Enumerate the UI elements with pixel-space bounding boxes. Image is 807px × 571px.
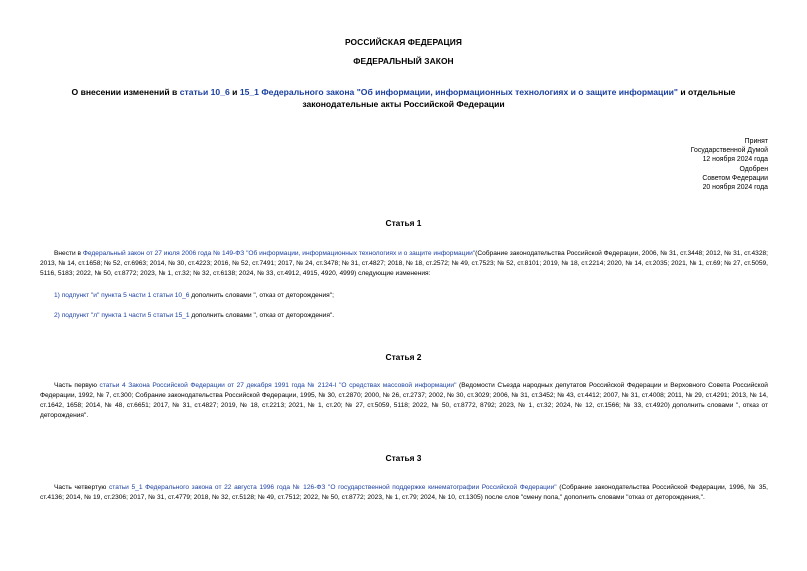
title-mid: и (229, 87, 240, 97)
country-heading: РОССИЙСКАЯ ФЕДЕРАЦИЯ (344, 37, 463, 47)
title-suffix: и отдельные законодательные акты Российской Федерации (302, 87, 736, 109)
adoption-line-4: Одобрен (739, 165, 768, 173)
article-1-item-2-link[interactable]: 2) подпункт "л" пункта 1 части 5 статьи 15_1 (54, 312, 190, 319)
adoption-line-6: 20 ноября 2024 года (702, 184, 768, 192)
article-2-law-link[interactable]: статьи 4 Закона Российской Федерации от 27 декабря 1991 года № 2124-I "О средствах массовой информации" (99, 382, 457, 389)
article-1-item-1-text: дополнить словами ", отказ от деторождения"; (189, 292, 334, 299)
adoption-line-3: 12 ноября 2024 года (702, 156, 768, 164)
article-1-item-2 (54, 311, 768, 321)
title-prefix: О внесении изменений в (71, 87, 180, 97)
adoption-line-1: Принят (744, 138, 768, 145)
article-1-item-2-text: дополнить словами ", отказ от деторождения". (189, 312, 335, 319)
document-type-heading: ФЕДЕРАЛЬНЫЙ ЗАКОН (353, 56, 454, 66)
article-3-body (40, 483, 768, 503)
article-2-text: (Ведомости Съезда народных депутатов Российской Федерации и Верховного Совета Российской Федерации, 1992, № 7, ст.300; Собрание законодательства Российской Федерации, 1995, № 30, ст.2870; 2000, № 26, ст.2737; 2002, № 30, ст.3029; 2006, № 31, ст.3452; № 43, ст.4412; 2007, № 31, ст.4008; 2011, № 29, ст.4291; 2013, № 14, ст.1642, 1658; 2014, № 48, ст.6651; 2017, № 31, ст.4827; 2019, № 18, ст.2213; 2021, № 1, ст.20; № 27, ст.5059, 5118; 2022, № 50, ст.8772, 8792; 2023, № 1, ст.32; 2024, № 12, ст.1566; № 33, ст.4920) дополнить словами ", отказ от деторождения". (40, 382, 768, 419)
article-2-pre: Часть первую (54, 382, 100, 389)
title-link-law-149[interactable]: 15_1 Федерального закона "Об информации, информационных технологиях и о защите информации" (239, 87, 678, 97)
article-1-item-1-link[interactable]: 1) подпункт "и" пункта 5 части 1 статьи 10_6 (54, 292, 190, 299)
article-1-pre: Внести в (54, 250, 83, 257)
adoption-line-5: Советом Федерации (702, 174, 768, 182)
article-1-text: (Собрание законодательства Российской Федерации, 2006, № 31, ст.3448; 2012, № 31, ст.4328; 2013, № 14, ст.1658; № 52, ст.6963; 2014, № 30, ст.4223; 2016, № 52, ст.7491; 2017, № 24, ст.3478; № 31, ст.4827; 2018, № 18, ст.2572; № 49, ст.7523; № 52, ст.8101; 2019, № 18, ст.2214; 2020, № 14, ст.2035; 2021, № 1, ст.69; № 27, ст.5059, 5116, 5183; 2022, № 50, ст.8772; 2023, № 1, ст.32; № 32, ст.6138; 2024, № 33, ст.4912, 4915, 4920, 4999) следующие изменения: (40, 250, 769, 277)
article-3-text: (Собрание законодательства Российской Федерации, 1996, № 35, ст.4136; 2014, № 19, ст.2306; 2017, № 31, ст.4779; 2018, № 32, ст.5128; № 49, ст.7512; 2022, № 50, ст.8772; 2023, № 1, ст.79; 2024, № 10, ст.1305) после слов "смену пола," дополнить словами "отказ от деторождения,". (40, 484, 768, 501)
article-2-heading: Статья 2 (385, 352, 422, 362)
adoption-line-2: Государственной Думой (690, 147, 768, 155)
article-3-pre: Часть четвертую (54, 484, 109, 491)
article-3-law-link[interactable]: статьи 5_1 Федерального закона от 22 августа 1996 года № 126-ФЗ "О государственной поддержке кинематографии Российской Федерации" (108, 484, 557, 491)
adoption-block (568, 137, 768, 192)
article-1-body (40, 249, 768, 279)
article-1-item-1 (54, 291, 768, 301)
article-1-law-link[interactable]: Федеральный закон от 27 июля 2006 года № 149-ФЗ "Об информации, информационных технологиях и о защите информации" (82, 250, 476, 257)
title-link-article-10-6[interactable]: статьи 10_6 (179, 87, 230, 97)
article-2-body (40, 381, 768, 421)
article-1-heading: Статья 1 (385, 218, 422, 228)
article-3-heading: Статья 3 (385, 453, 422, 463)
law-title (40, 86, 767, 110)
